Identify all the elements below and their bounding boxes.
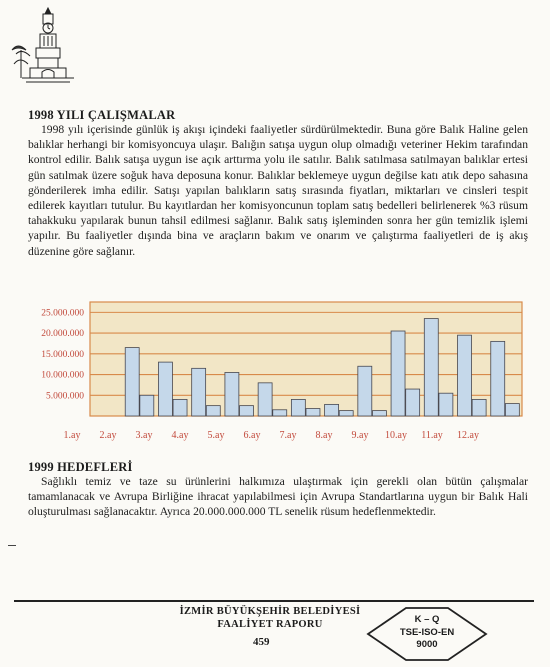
bar [458, 335, 472, 416]
bar [206, 406, 220, 416]
x-tick-label: 7.ay [279, 430, 297, 441]
x-tick-label: 9.ay [351, 430, 369, 441]
badge-line: 9000 [416, 639, 438, 650]
divider [8, 545, 16, 546]
section-body-1999 [28, 474, 528, 520]
paragraph: 1998 yılı içerisinde günlük iş akışı içindeki faaliyetler sürdürülmektedir. Buna göre Balık Haline gelen balıklar herhangi bir komisyoncuya ulaşır. Balığın satışa uygun olup olmadığı veteriner Hekim tarafından kontrol edilir. Balık satışa uygun ise açık arttırma yolu ile satılır. Balık satılmasa satılmayan balıklar ertesi gün satılmak üzere soğuk hava deposuna konur. Balıklar beklemeye uygun değilse katı atık depo sahasına gönderilerek imha edilir. Satışı yapılan balıkların satış sırasında fiyatları, miktarları ve cinsleri tespit edilerek kayıtları tutulur. Bu kayıtlardan her komisyoncunun toplam satış bedelleri belirlenerek %3 rüsum tahakkuku yapılarak bunun tahsil edilmesi sağlanır. Balık satış işleminden sonra her gün temizlik işlemi yapılır. Bu faaliyetler dışında bina ve araçların bakım ve onarım ve çalıştırma faaliyetleri de iş akış düzenine göre sağlanır. [28, 123, 528, 258]
bar [240, 406, 254, 416]
bar [125, 348, 139, 416]
bar [325, 404, 339, 416]
y-tick-label: 15.000.000 [41, 349, 84, 360]
section-heading-1998: 1998 YILI ÇALIŞMALAR [28, 108, 176, 122]
bar [273, 410, 287, 416]
bar [140, 395, 154, 416]
bar [173, 399, 187, 416]
section-body-1998 [28, 122, 528, 259]
clock-tower-icon [8, 6, 88, 86]
monthly-bar-chart [0, 296, 550, 446]
bar [372, 411, 386, 416]
page-number: 459 [253, 636, 270, 648]
y-tick-label: 5.000.000 [46, 391, 84, 402]
bar [391, 331, 405, 416]
badge-line: K – Q [414, 614, 440, 625]
quality-badge [362, 614, 492, 652]
y-tick-label: 10.000.000 [41, 370, 84, 381]
bar [505, 404, 519, 416]
section-heading-1999: 1999 HEDEFLERİ [28, 460, 133, 474]
bar [358, 366, 372, 416]
badge-line: TSE-ISO-EN [399, 626, 455, 638]
bar [406, 389, 420, 416]
footer-org: İZMİR BÜYÜKŞEHİR BELEDİYESİ [179, 606, 361, 617]
footer-title [140, 606, 400, 631]
x-tick-label: 1.ay [63, 430, 81, 441]
bar [258, 383, 272, 416]
bar [158, 362, 172, 416]
footer-rule [14, 600, 534, 602]
bar [339, 411, 353, 416]
bar [439, 393, 453, 416]
x-tick-label: 5.ay [207, 430, 225, 441]
bar [192, 368, 206, 416]
y-tick-label: 20.000.000 [41, 329, 84, 340]
bar [472, 399, 486, 416]
bar [491, 341, 505, 416]
bar [291, 399, 305, 416]
bar [424, 319, 438, 416]
bar [225, 372, 239, 416]
bar [306, 409, 320, 416]
paragraph: Sağlıklı temiz ve taze su ürünlerini halkımıza ulaştırmak için gerekli olan bütün çalışmalar tamamlanacak ve Avrupa Birliğine ihracat yapılabilmesi için Avrupa Standartlarına uygun bir Balık Hali oluşturulması sağlanacaktır. Ayrıca 20.000.000.000 TL senelik rüsum hedeflenmektedir. [28, 475, 528, 519]
footer-report: FAALİYET RAPORU [217, 618, 323, 630]
x-tick-label: 6.ay [243, 430, 261, 441]
x-tick-label: 8.ay [315, 430, 333, 441]
x-tick-label: 11.ay [421, 430, 443, 441]
x-tick-label: 4.ay [171, 430, 189, 441]
x-tick-label: 3.ay [135, 430, 153, 441]
x-tick-label: 2.ay [99, 430, 117, 441]
y-tick-label: 25.000.000 [41, 308, 84, 319]
x-tick-label: 12.ay [457, 430, 479, 441]
x-tick-label: 10.ay [385, 430, 407, 441]
